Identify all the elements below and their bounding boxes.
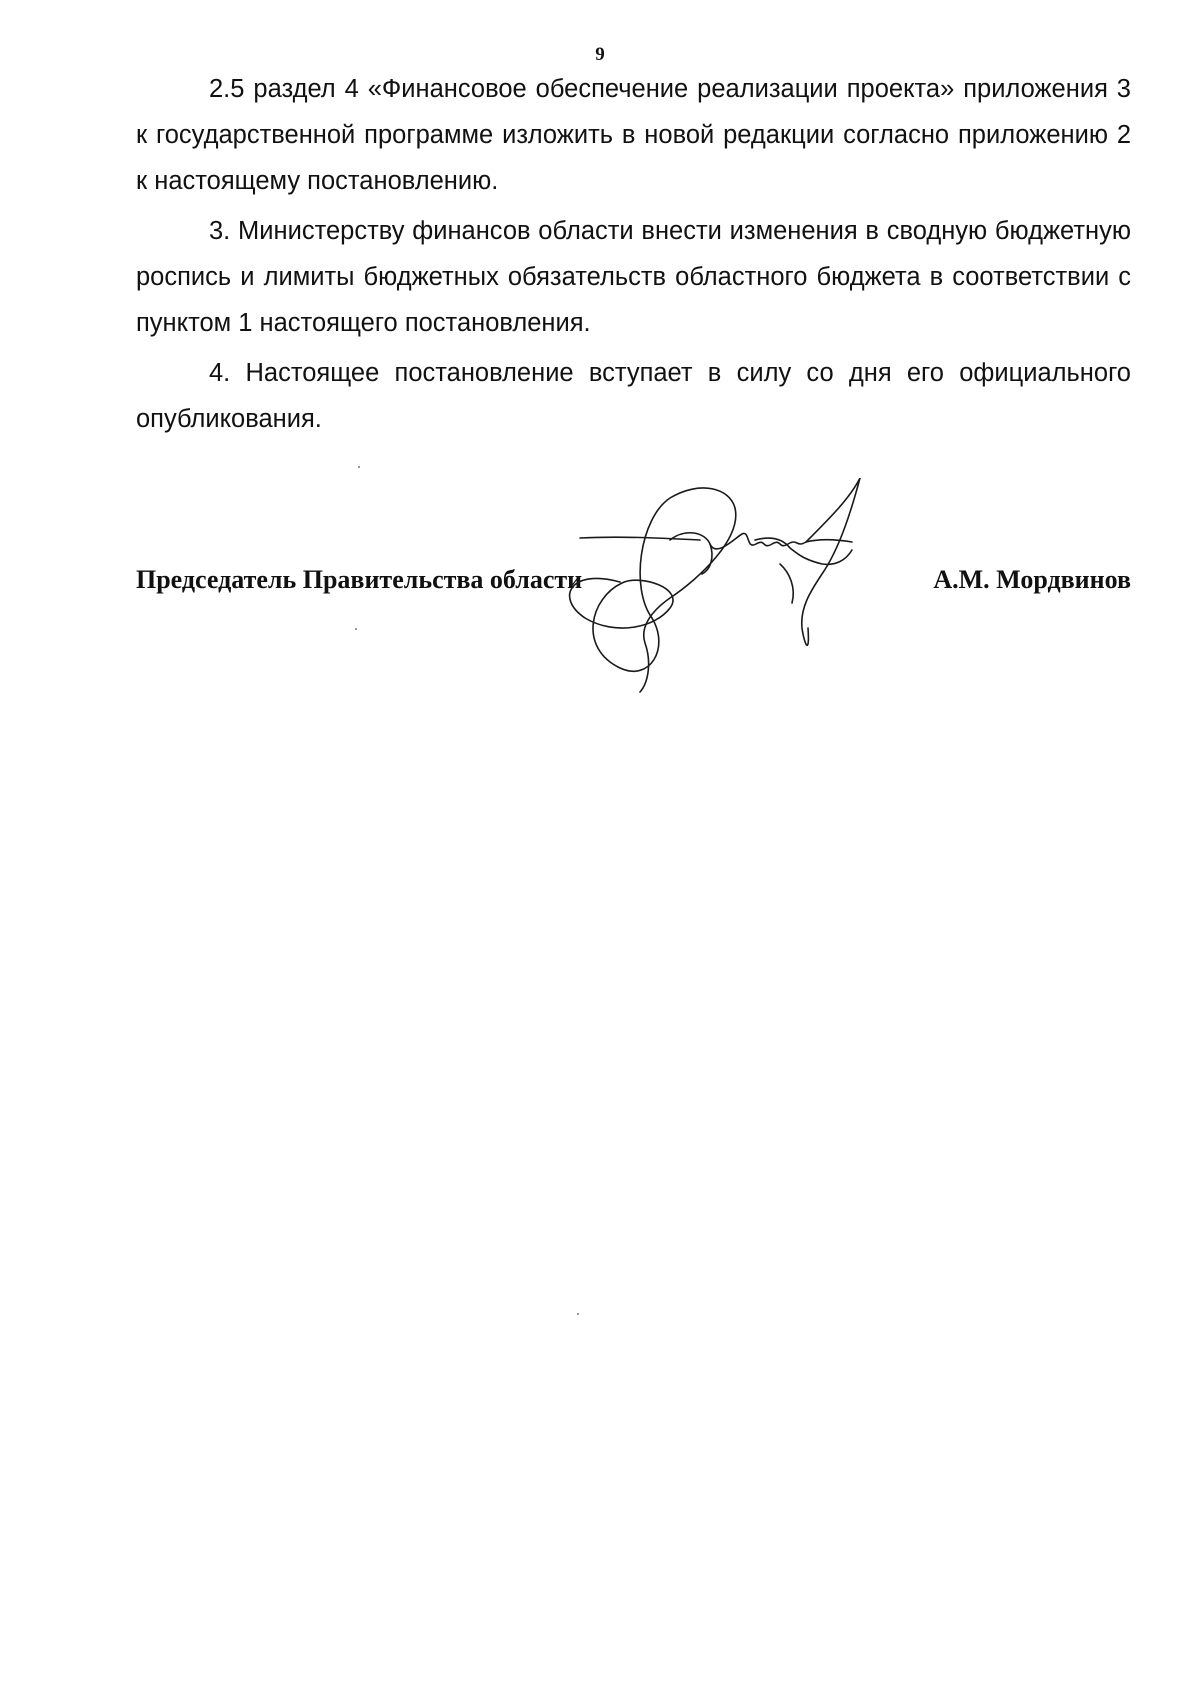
page-number: 9 xyxy=(595,44,605,65)
document-body xyxy=(136,66,1131,442)
signer-name: А.М. Мордвинов xyxy=(933,565,1131,594)
handwritten-signature-icon xyxy=(560,478,960,698)
paragraph-2-5: 2.5 раздел 4 «Финансовое обеспечение реализации проекта» приложения 3 к государственной программе изложить в новой редакции согласно приложению 2 к настоящему постановлению. xyxy=(136,75,1131,195)
paragraph-3: 3. Министерству финансов области внести изменения в сводную бюджетную роспись и лимиты бюджетных обязательств областного бюджета в соответствии с пунктом 1 настоящего постановления. xyxy=(136,217,1131,337)
scan-speck xyxy=(355,628,357,630)
paragraph-4: 4. Настоящее постановление вступает в силу со дня его официального опубликования. xyxy=(136,359,1131,433)
scan-speck xyxy=(577,1313,579,1315)
scan-speck xyxy=(358,466,360,468)
signer-position: Председатель Правительства области xyxy=(136,565,583,594)
